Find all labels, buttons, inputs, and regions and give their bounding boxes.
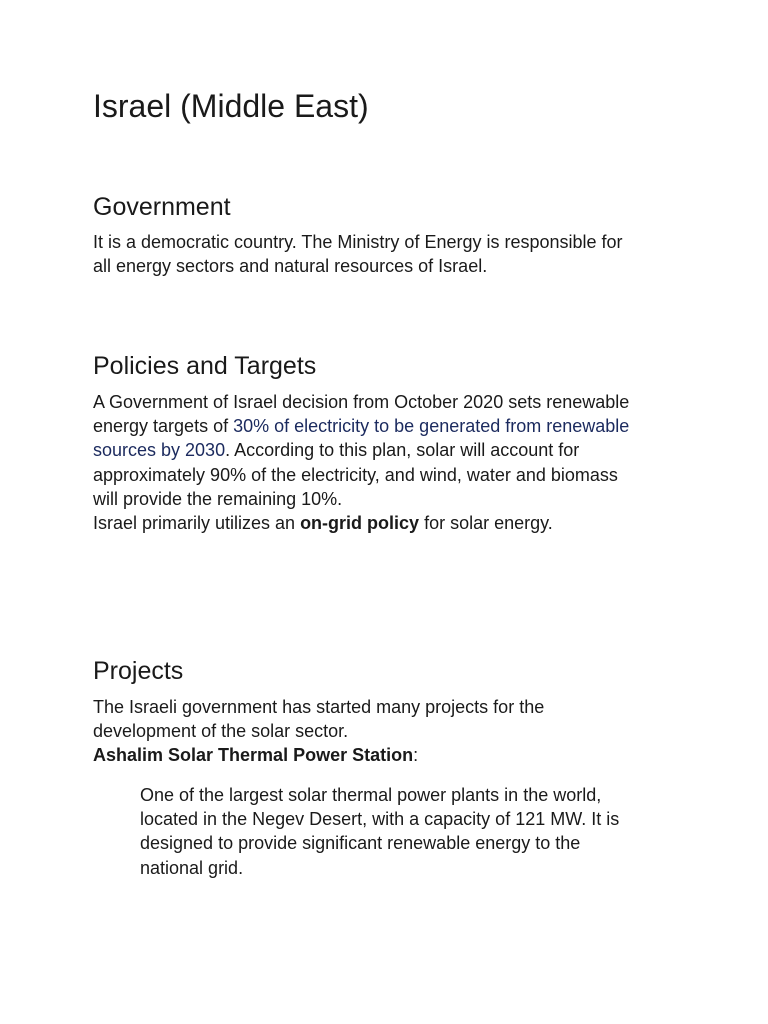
projects-intro-paragraph [93, 695, 683, 768]
station-description-line-2: located in the Negev Desert, with a capacity of 121 MW. It is [140, 809, 620, 830]
projects-intro-line-1: The Israeli government has started many projects for the [93, 697, 545, 717]
policies-line-1: A Government of Israel decision from October 2020 sets renewable [93, 392, 630, 412]
policies-paragraph [93, 390, 683, 535]
policies-line-3 [93, 438, 683, 462]
policies-line-2-text: energy targets of [93, 416, 234, 437]
renewable-target-link[interactable]: 30% of electricity to be generated from renewable [233, 416, 630, 437]
projects-heading: Projects [93, 657, 184, 685]
on-grid-pre: Israel primarily utilizes an [93, 513, 301, 534]
projects-intro-line-2: development of the solar sector. [93, 721, 349, 742]
station-description-line-1: One of the largest solar thermal power plants in the world, [140, 785, 602, 805]
station-description-line-4: national grid. [140, 857, 244, 878]
policies-line-6 [93, 511, 683, 535]
government-line-2: all energy sectors and natural resources of Israel. [93, 256, 488, 277]
station-description [140, 783, 685, 880]
station-name-line [93, 743, 683, 767]
station-description-line-3: designed to provide significant renewable energy to the [140, 833, 581, 854]
policies-heading: Policies and Targets [93, 352, 317, 380]
page-title: Israel (Middle East) [93, 88, 369, 124]
policies-line-2 [93, 414, 683, 438]
government-paragraph [93, 230, 683, 278]
on-grid-policy-bold: on-grid policy [300, 513, 420, 534]
on-grid-post: for solar energy. [419, 513, 553, 534]
station-colon: : [413, 745, 419, 766]
renewable-target-link-continued[interactable]: sources by 2030 [93, 440, 226, 461]
government-line-1: It is a democratic country. The Ministry of Energy is responsible for [93, 232, 623, 252]
policies-line-4: approximately 90% of the electricity, and wind, water and biomass [93, 464, 618, 485]
policies-line-3-text: . According to this plan, solar will account for [225, 440, 580, 461]
government-heading: Government [93, 193, 231, 221]
policies-line-5: will provide the remaining 10%. [93, 488, 343, 509]
station-name: Ashalim Solar Thermal Power Station [93, 745, 414, 766]
